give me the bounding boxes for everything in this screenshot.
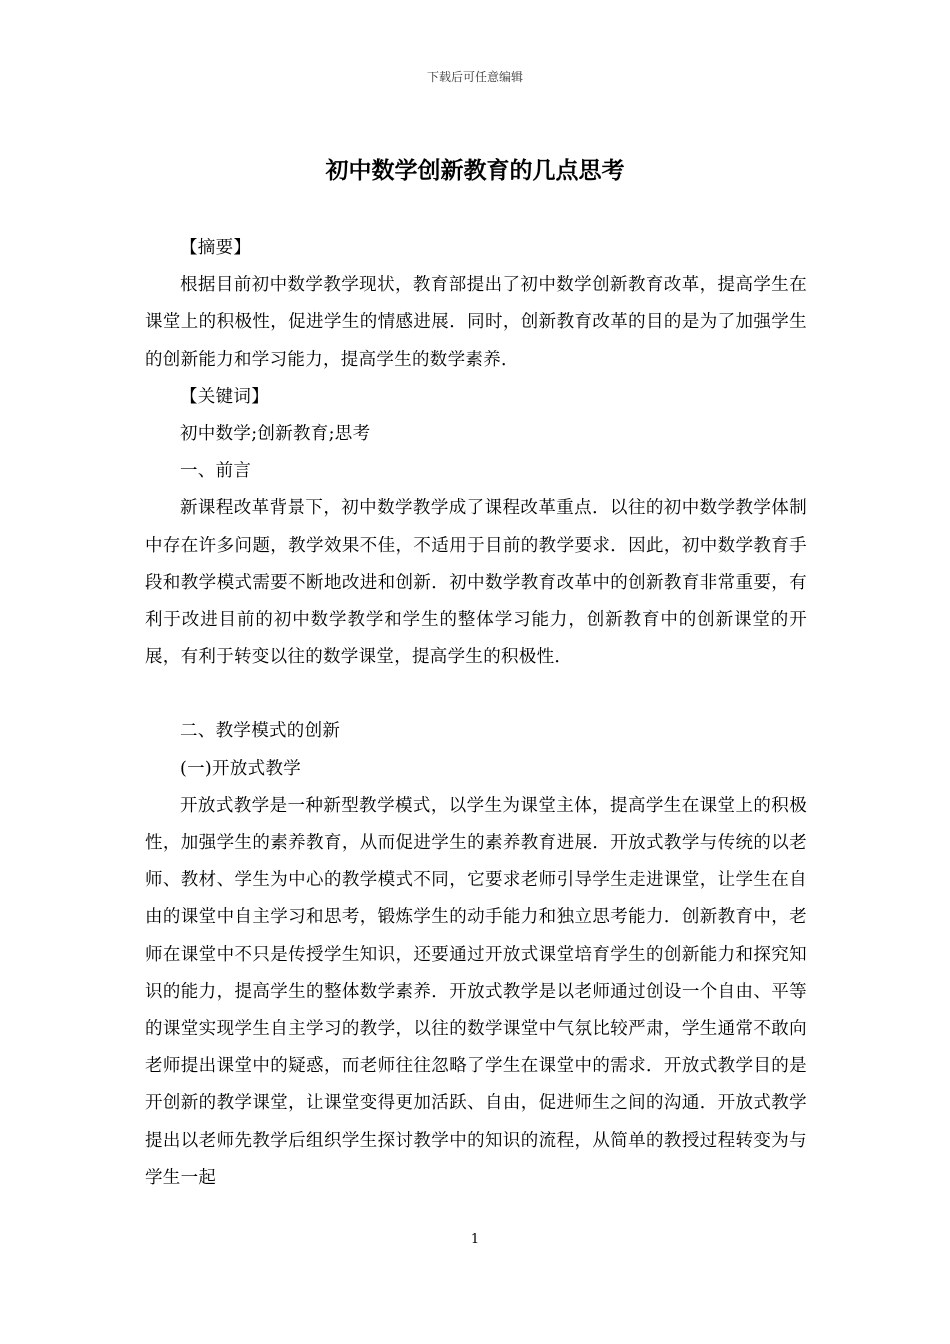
section-heading-preface: 一、前言 — [180, 461, 252, 482]
keywords-heading: 【关键词】 — [180, 386, 269, 407]
page-number: 1 — [470, 1232, 480, 1247]
document-title: 初中数学创新教育的几点思考 — [325, 158, 625, 184]
header-note: 下载后可任意编辑 — [426, 70, 523, 84]
section-heading-teaching-mode: 二、教学模式的创新 — [180, 721, 341, 742]
abstract-heading: 【摘要】 — [180, 238, 252, 258]
keywords-paragraph: 初中数学;创新教育;思考 — [180, 424, 371, 445]
subsection-heading-open-teaching: (一)开放式教学 — [180, 758, 302, 779]
open-teaching-paragraph: 开放式教学是一种新型教学模式，以学生为课堂主体，提高学生在课堂上的积极性，加强学生的素养教育，从而促进学生的素养教育进展．开放式教学与传统的以老师、教材、学生为中心的教学模式不同，它要求老师引导学生走进课堂，让学生在自由的课堂中自主学习和思考，锻炼学生的动手能力和独立思考能力．创新教育中，老师在课堂中不只是传授学生知识，还要通过开放式课堂培育学生的创新能力和探究知识的能力，提高学生的整体数学素养．开放式教学是以老师通过创设一个自由、平等的课堂实现学生自主学习的教学，以往的数学课堂中气氛比较严肃，学生通常不敢向老师提出课堂中的疑惑，而老师往往忽略了学生在课堂中的需求．开放式教学目的是开创新的教学课堂，让课堂变得更加活跃、自由，促进师生之间的沟通．开放式教学提出以老师先教学后组织学生探讨教学中的知识的流程，从简单的教授过程转变为与学生一起 — [145, 795, 807, 1188]
preface-paragraph: 新课程改革背景下，初中数学教学成了课程改革重点．以往的初中数学教学体制中存在许多问题，教学效果不佳，不适用于目前的教学要求．因此，初中数学教育手段和教学模式需要不断地改进和创新．初中数学教育改革中的创新教育非常重要，有利于改进目前的初中数学教学和学生的整体学习能力，创新教育中的创新课堂的开展，有利于转变以往的数学课堂，提高学生的积极性． — [145, 498, 807, 668]
abstract-paragraph: 根据目前初中数学教学现状，教育部提出了初中数学创新教育改革，提高学生在课堂上的积极性，促进学生的情感进展．同时，创新教育改革的目的是为了加强学生的创新能力和学习能力，提高学生的数学素养． — [145, 275, 807, 370]
document-body — [145, 230, 807, 1197]
